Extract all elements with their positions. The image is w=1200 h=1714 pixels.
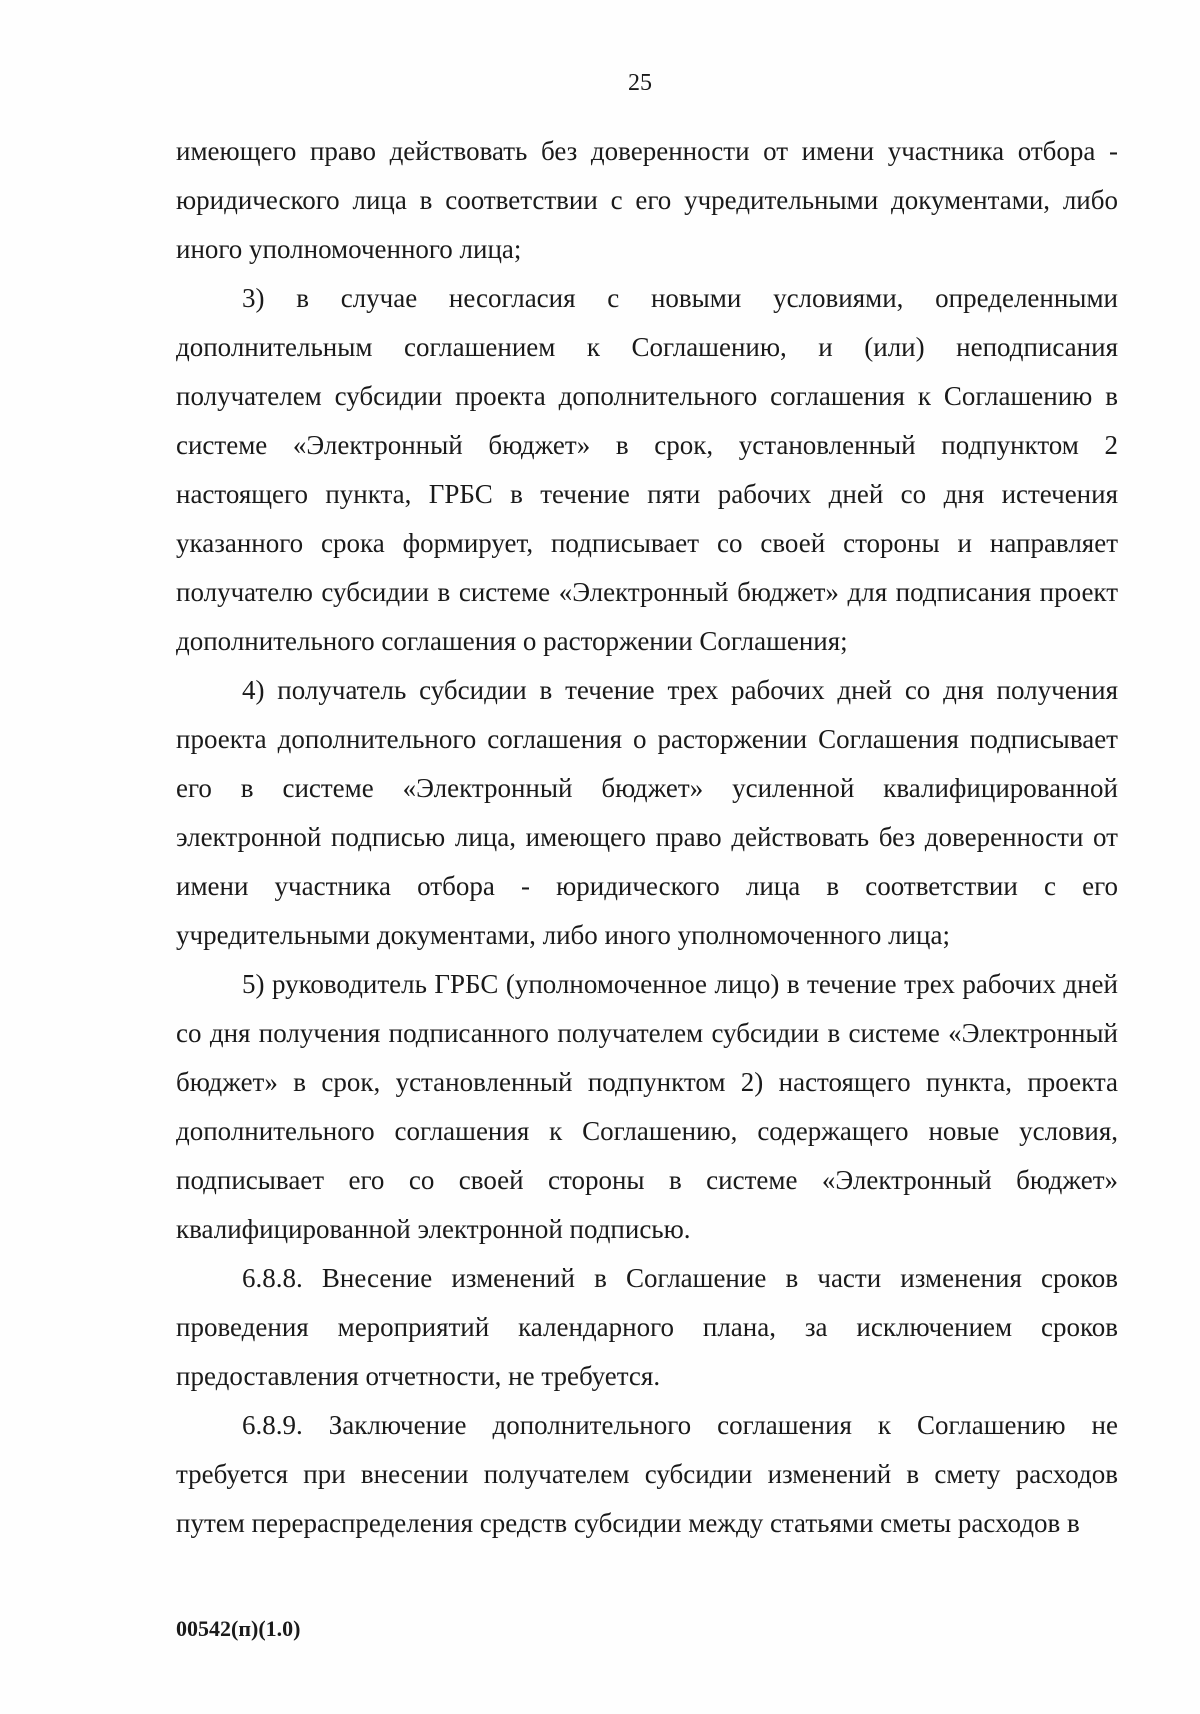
paragraph-6-8-8: 6.8.8. Внесение изменений в Соглашение в части изменения сроков проведения мероприятий календарного плана, за исключением сроков предоставления отчетности, не требуется. [176,1263,1118,1391]
page-number: 25 [628,70,652,96]
document-body [176,127,1118,1548]
paragraph-item-4: 4) получатель субсидии в течение трех рабочих дней со дня получения проекта дополнительного соглашения о расторжении Соглашения подписывает его в системе «Электронный бюджет» усиленной квалифицированной электронной подписью лица, имеющего право действовать без доверенности от имени участника отбора - юридического лица в соответствии с его учредительными документами, либо иного уполномоченного лица; [176,675,1118,950]
paragraph-6-8-9: 6.8.9. Заключение дополнительного соглашения к Соглашению не требуется при внесении получателем субсидии изменений в смету расходов путем перераспределения средств субсидии между статьями сметы расходов в [176,1410,1118,1538]
paragraph-item-5: 5) руководитель ГРБС (уполномоченное лицо) в течение трех рабочих дней со дня получения подписанного получателем субсидии в системе «Электронный бюджет» в срок, установленный подпунктом 2) настоящего пункта, проекта дополнительного соглашения к Соглашению, содержащего новые условия, подписывает его со своей стороны в системе «Электронный бюджет» квалифицированной электронной подписью. [176,969,1118,1244]
document-code: 00542(п)(1.0) [176,1616,301,1641]
paragraph-item-3: 3) в случае несогласия с новыми условиями, определенными дополнительным соглашением к Соглашению, и (или) неподписания получателем субсидии проекта дополнительного соглашения к Соглашению в системе «Электронный бюджет» в срок, установленный подпунктом 2 настоящего пункта, ГРБС в течение пяти рабочих дней со дня истечения указанного срока формирует, подписывает со своей стороны и направляет получателю субсидии в системе «Электронный бюджет» для подписания проект дополнительного соглашения о расторжении Соглашения; [176,283,1118,656]
paragraph-continuation: имеющего право действовать без доверенности от имени участника отбора - юридического лица в соответствии с его учредительными документами, либо иного уполномоченного лица; [176,136,1118,264]
